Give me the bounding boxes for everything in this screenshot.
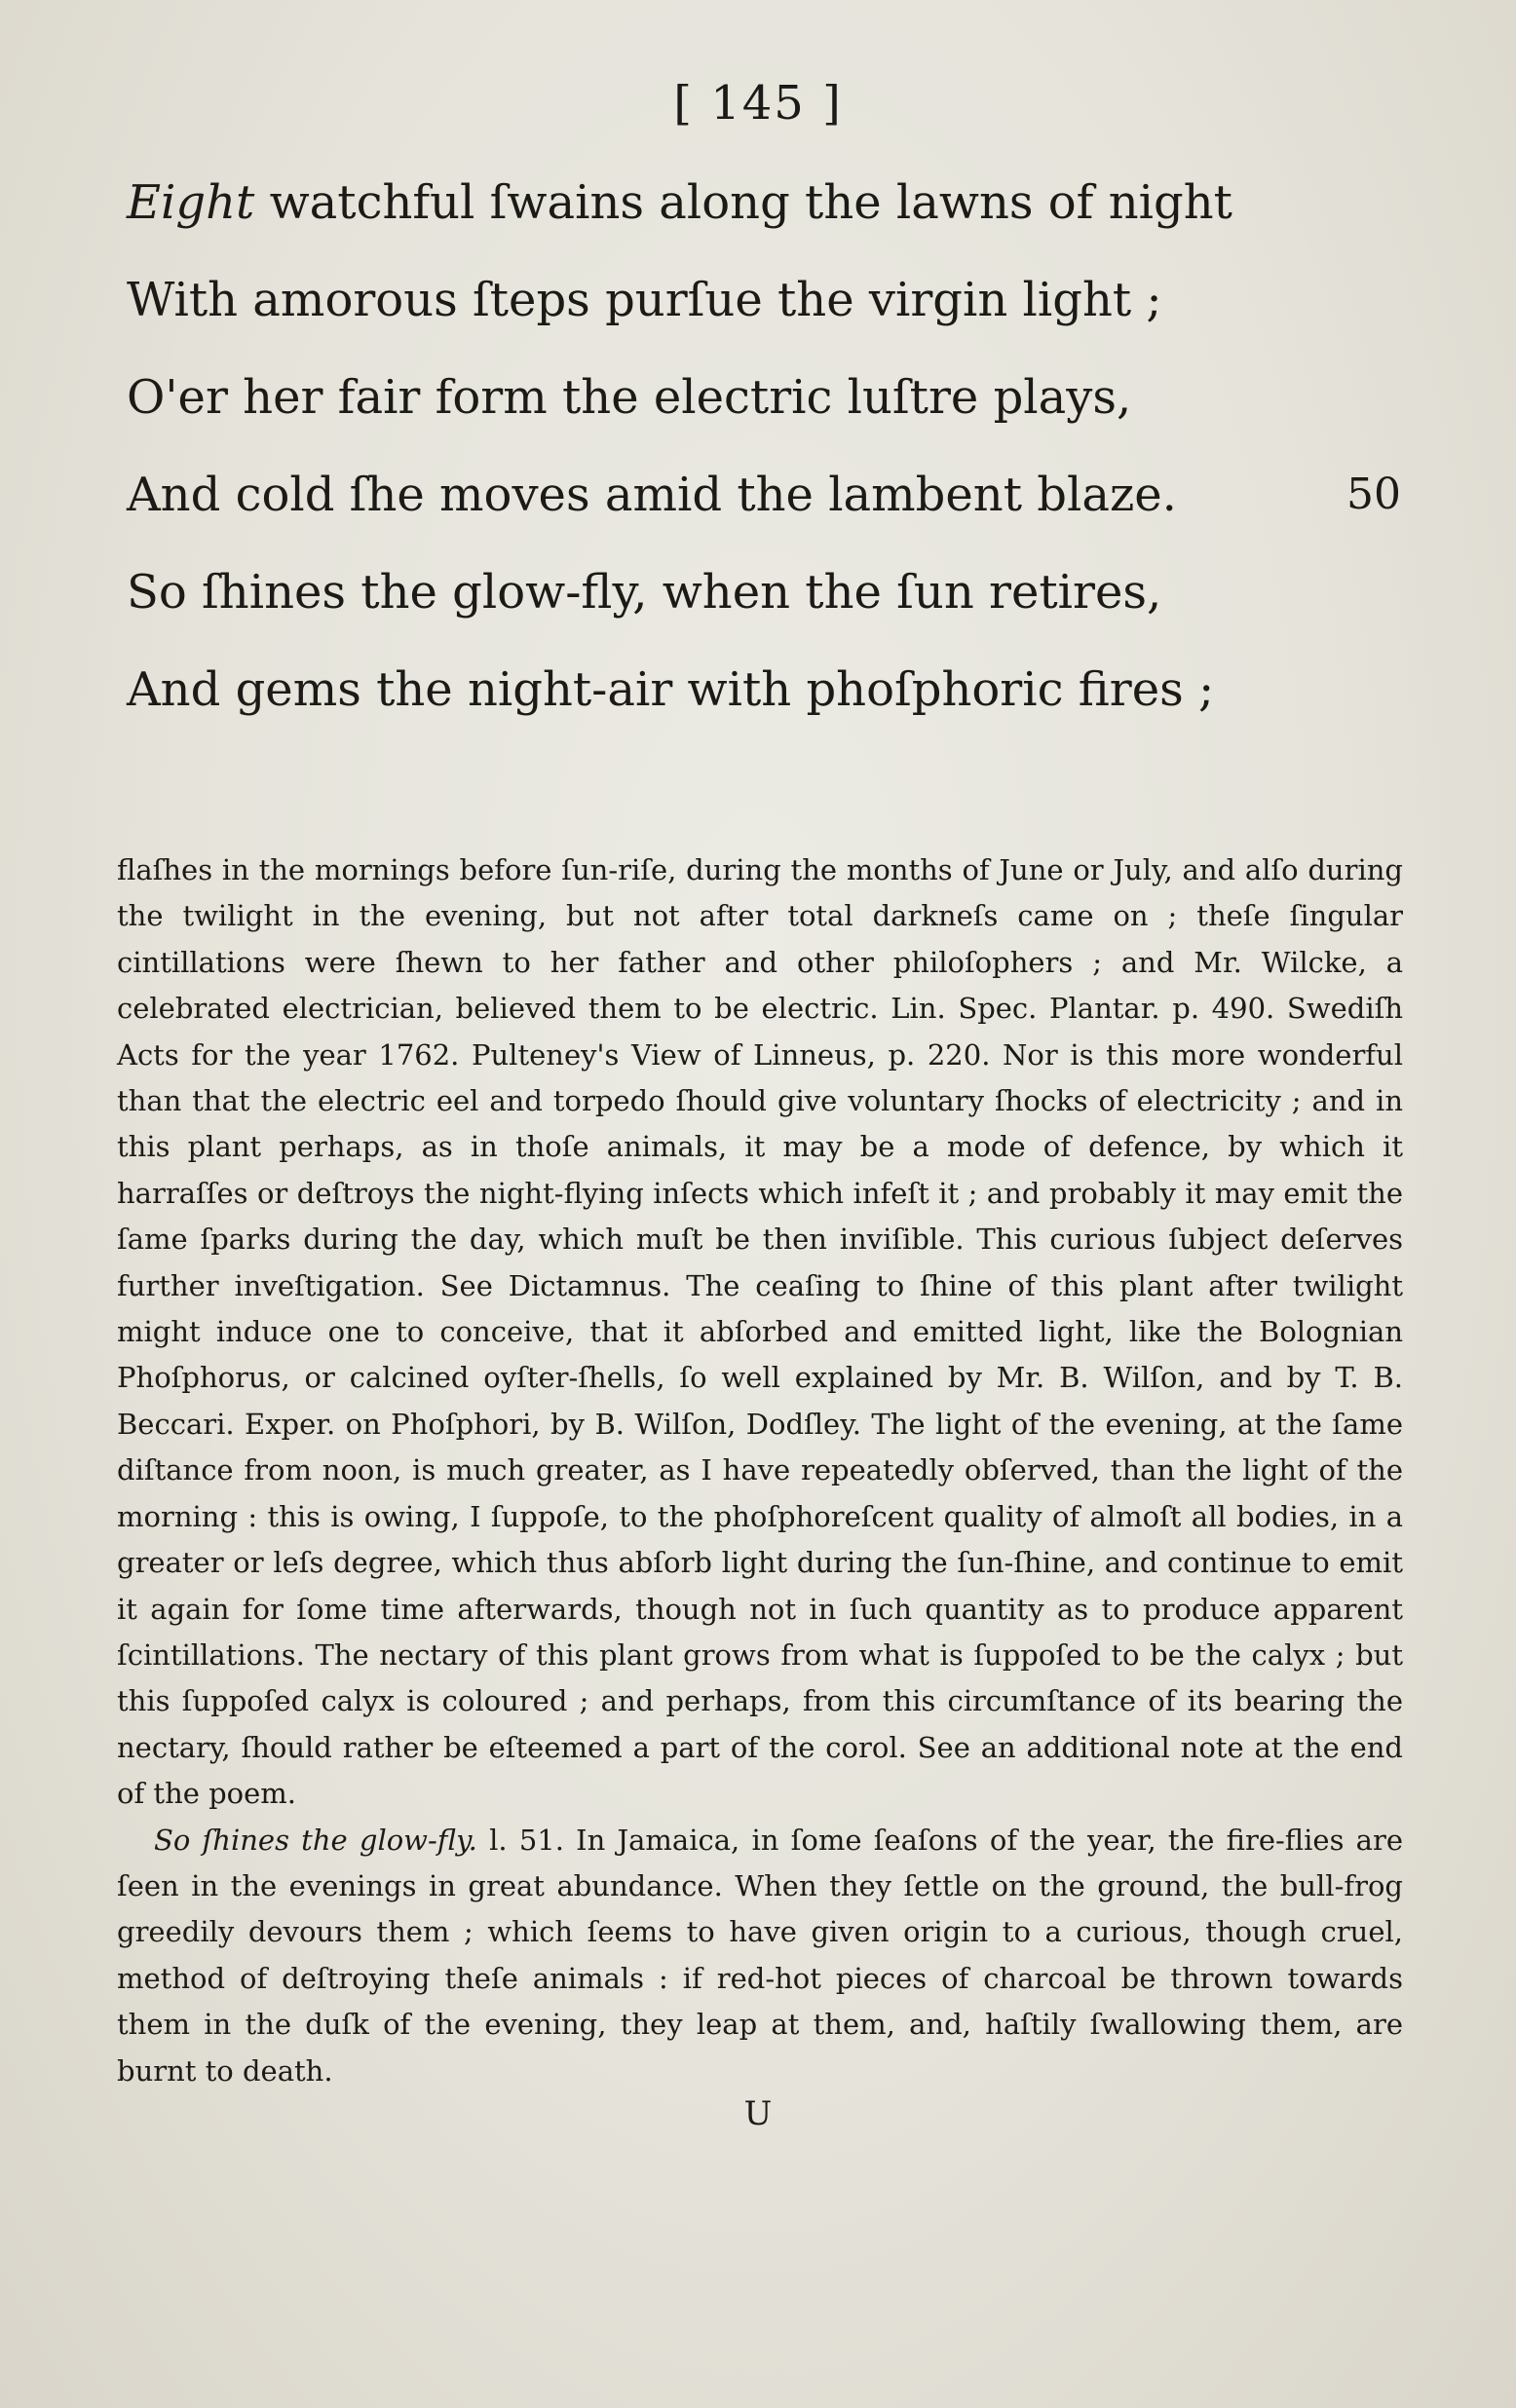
note-paragraph: flaſhes in the mornings before ſun-riſe, during the months of June or July, and alſo during the twilight in the evening, but not after total darkneſs came on ; theſe ſingular cintillations were ſhewn to her father and other philoſophers ; and Mr. Wilcke, a celebrated electrician, believed them to be electric. Lin. Spec. Plantar. p. 490. Swediſh Acts for the year 1762. Pulteney's View of Linneus, p. 220. Nor is this more wonderful than that the electric eel and torpedo ſhould give voluntary ſhocks of electricity ; and in this plant perhaps, as in thoſe animals, it may be a mode of defence, by which it harraſſes or deſtroys the night-flying inſects which infeſt it ; and probably it may emit the ſame ſparks during the day, which muſt be then inviſible. This curious ſubject deſerves further inveſtigation. See Dictamnus. The ceaſing to ſhine of this plant after twilight might induce one to conceive, that it abſorbed and emitted light, like the Bolognian Phoſphorus, or calcined oyſter-ſhells, ſo well explained by Mr. B. Wilſon, and by T. B. Beccari. Exper. on Phoſphori, by B. Wilſon, Dodſley. The light of the evening, at the ſame diſtance from noon, is much greater, as I have repeatedly obſerved, than the light of the morning : this is owing, I ſuppoſe, to the phoſphoreſcent quality of almoſt all bodies, in a greater or leſs degree, which thus abſorb light during the ſun-ſhine, and continue to emit it again for ſome time afterwards, though not in ſuch quantity as to produce apparent ſcintillations. The nectary of this plant grows from what is ſuppoſed to be the calyx ; but this ſuppoſed calyx is coloured ; and perhaps, from this circumſtance of its bearing the nectary, ſhould rather be eſteemed a part of the corol. See an additional note at the end of the poem. bbox=[117, 853, 1403, 1811]
footnotes bbox=[117, 847, 1403, 2094]
verse-line-text: O'er her fair form the electric luſtre plays, bbox=[127, 370, 1132, 425]
verse-block bbox=[127, 154, 1422, 738]
verse-line bbox=[127, 544, 1422, 641]
verse-line bbox=[127, 446, 1422, 544]
verse-line-text: And cold ſhe moves amid the lambent blaze. bbox=[127, 468, 1177, 522]
verse-line bbox=[127, 349, 1422, 446]
verse-line-text: And gems the night-air with phoſphoric fires ; bbox=[127, 662, 1215, 717]
verse-line-text: With amorous ſteps purſue the virgin light ; bbox=[127, 273, 1162, 327]
note-body: l. 51. In Jamaica, in ſome ſeaſons of the year, the fire-flies are ſeen in the evenings in great abundance. When they ſettle on the ground, the bull-frog greedily devours them ; which ſeems to have given origin to a curious, though cruel, method of deſtroying theſe animals : if red-hot pieces of charcoal be thrown towards them in the duſk of the evening, they leap at them, and, haſtily ſwallowing them, are burnt to death. bbox=[117, 1823, 1404, 2088]
verse-first-word: Eight bbox=[127, 175, 255, 230]
verse-line bbox=[127, 154, 1422, 251]
note-paragraph bbox=[117, 1818, 1403, 2094]
signature-mark: U bbox=[743, 2094, 773, 2133]
verse-line bbox=[127, 641, 1422, 738]
page-number: [ 145 ] bbox=[673, 76, 843, 131]
verse-line bbox=[127, 251, 1422, 349]
note-heading: So ſhines the glow-fly. bbox=[154, 1823, 477, 1857]
line-number: 50 bbox=[1346, 470, 1401, 519]
verse-line-text: So ſhines the glow-fly, when the ſun retires, bbox=[127, 565, 1162, 620]
verse-line-text: watchful ſwains along the lawns of night bbox=[254, 175, 1232, 230]
